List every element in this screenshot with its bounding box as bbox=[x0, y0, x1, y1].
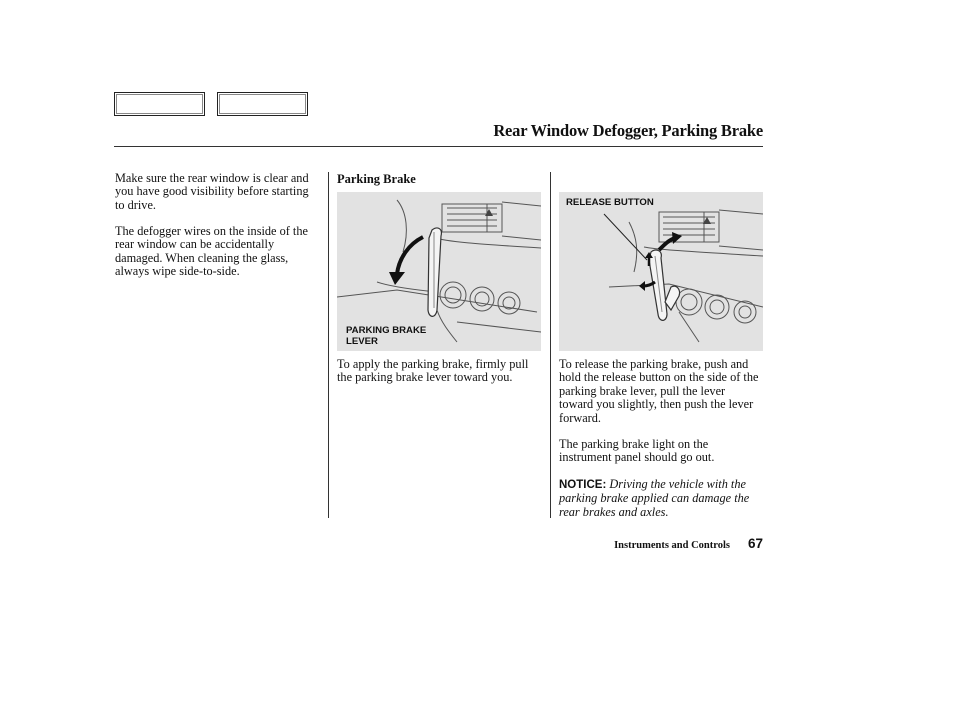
page-title: Rear Window Defogger, Parking Brake bbox=[493, 121, 763, 140]
column-divider bbox=[328, 172, 329, 518]
parking-brake-release-illustration bbox=[559, 192, 763, 351]
figure-label-release-button: RELEASE BUTTON bbox=[566, 197, 654, 208]
release-button-drawing bbox=[559, 192, 763, 351]
brake-light-note: The parking brake light on the instrument panel should go out. bbox=[559, 437, 715, 465]
footer-section-name: Instruments and Controls bbox=[614, 540, 730, 551]
apply-instructions: To apply the parking brake, firmly pull the parking brake lever toward you. bbox=[337, 357, 529, 385]
notice-label: NOTICE: bbox=[559, 479, 607, 491]
nav-button-previous[interactable] bbox=[114, 92, 205, 116]
defogger-paragraph-1: Make sure the rear window is clear and you have good visibility before starting to drive. bbox=[115, 171, 309, 212]
nav-button-next[interactable] bbox=[217, 92, 308, 116]
page-number: 67 bbox=[747, 536, 763, 551]
parking-brake-apply-illustration bbox=[337, 192, 541, 351]
figure-label-lever: PARKING BRAKE LEVER bbox=[346, 325, 427, 347]
section-heading: Parking Brake bbox=[337, 172, 416, 186]
notice-text: Driving the vehicle with the parking brake applied can damage the rear brakes and axles. bbox=[559, 477, 750, 519]
column-divider bbox=[550, 172, 551, 518]
title-rule bbox=[114, 146, 763, 147]
notice-paragraph bbox=[559, 478, 764, 519]
defogger-paragraph-2: The defogger wires on the inside of the rear window can be accidentally damaged. When cleaning the glass, always wipe side-to-side. bbox=[115, 224, 308, 279]
release-instructions: To release the parking brake, push and hold the release button on the side of the parking brake lever, pull the lever toward you slightly, then push the lever forward. bbox=[559, 357, 759, 425]
